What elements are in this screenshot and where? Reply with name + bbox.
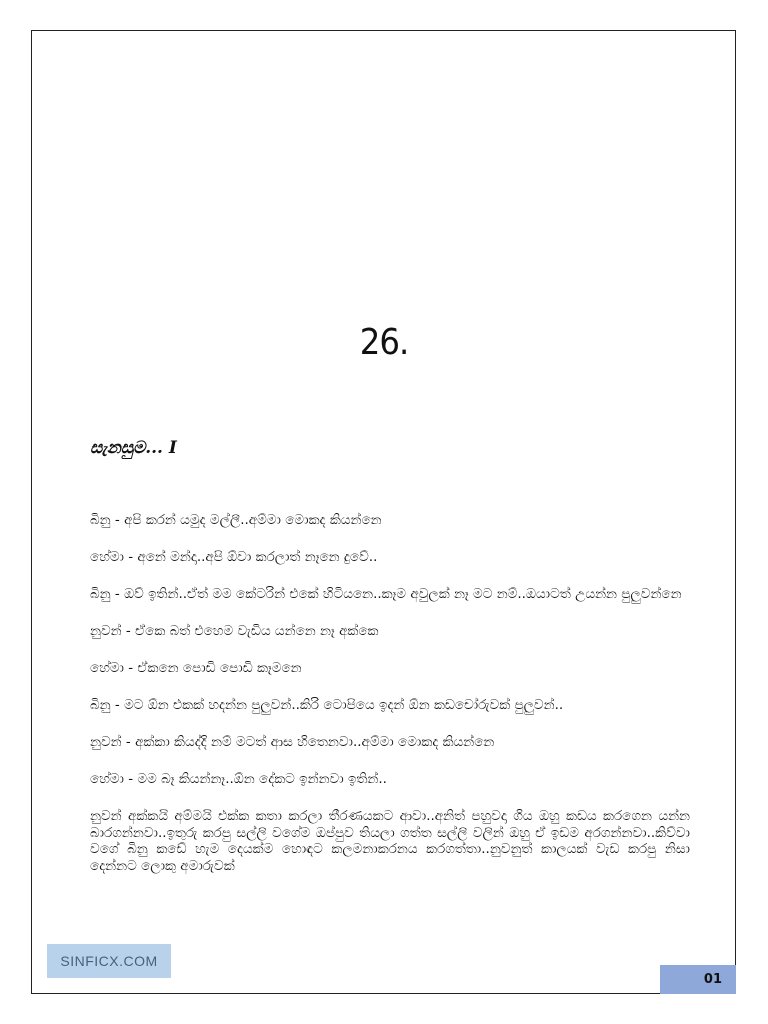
- dialogue-line: නුවන් - ඒකෙ බත් එහෙම වැඩිය යන්නෙ නෑ අක්කෙ: [90, 623, 379, 639]
- page-number: 01: [660, 965, 736, 994]
- dialogue-line: බිනු - මට ඕන එකක් හදන්න පුලුවන්..කිරි ටොපියෙ ඉදන් ඕන කඩචෝරුවක් පුලුවන්..: [90, 697, 564, 713]
- dialogue-line: බිනු - අපි කරන් යමුද මල්ලී..අම්මා මොකද කියන්නෙ: [90, 512, 382, 528]
- watermark-badge: SINFICX.COM: [47, 944, 171, 978]
- dialogue-line: බිනු - ඔව් ඉතින්..ඒත් මම කේටරින් එකේ හිටියනෙ..කෑම අවුලක් නෑ මට නම්..ඔයාටත් උයන්න පුලුවන්නෙ: [90, 586, 682, 602]
- story-body: [90, 512, 690, 874]
- section-heading: සැනසුම... I: [90, 438, 177, 458]
- narrative-paragraph: නුවන් අක්කයි අම්මයි එක්ක කතා කරලා තීරණයකට ආවා..අනිත් පහුවදා ගිය ඔහු කඩය කරගෙන යන්න බාරගන්නවා..ඉතුරු කරපු සල්ලි වගේම ඔප්පුව තියලා ගත්ත සල්ලි වලින් ඔහු ඒ ඉඩම අරගන්නවා..කිව්වා වගේ බිනු කඩේ හැම දෙයක්ම හොඳට කලමනාකරනය කරගත්තා..නුවනුත් කාලයක් වැඩ කරපු නිසා දෙන්නට ලොකු අමාරුවක්: [90, 808, 690, 874]
- dialogue-line: නුවන් - අක්කා කියද්දි නම් මටත් ආස හිතෙනවා..අම්මා මොකද කියන්නෙ: [90, 734, 495, 750]
- chapter-number: 26.: [359, 322, 409, 363]
- dialogue-line: හේමා - අනේ මන්දා..අපි ඕවා කරලාත් නෑනෙ දුවේ..: [90, 549, 378, 565]
- dialogue-line: හේමා - ඒකනෙ පොඩි පොඩි කෑමනෙ: [90, 660, 302, 676]
- dialogue-line: හේමා - මම බෑ කියන්නෑ..ඕන දේකට ඉන්නවා ඉතින්..: [90, 771, 387, 787]
